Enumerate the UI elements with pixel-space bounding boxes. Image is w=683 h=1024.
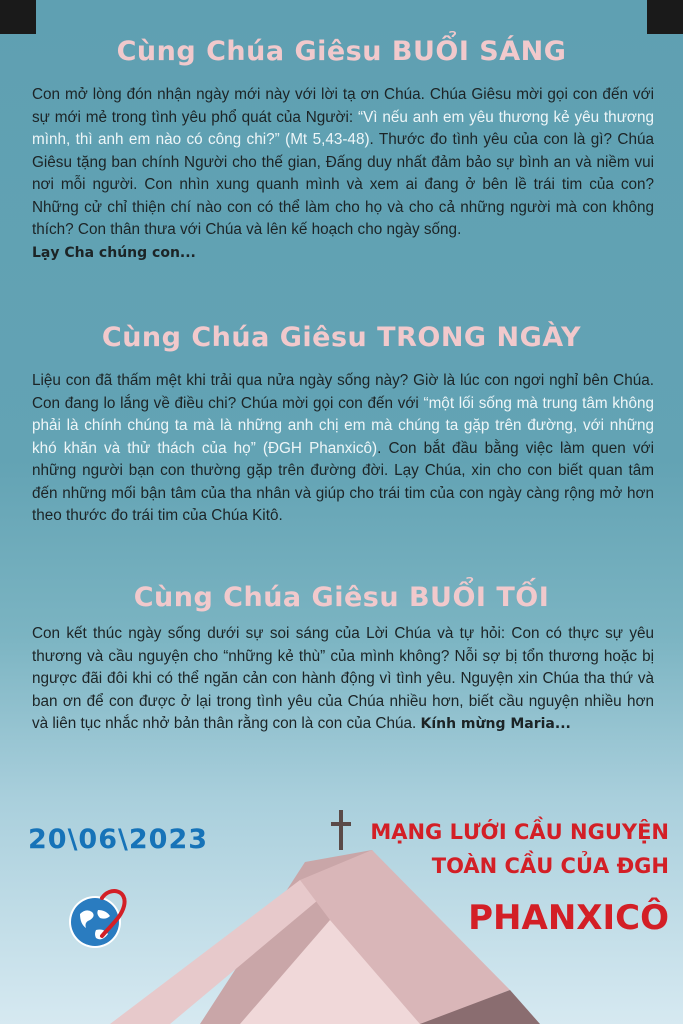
morning-quote: “Vì nếu anh em yêu thương kẻ yêu thương mình, thì anh em nào có công chi?” (Mt 5,43-48): [32, 108, 654, 148]
cross-vertical: [339, 810, 343, 850]
midday-text-2: . Con bắt đầu bằng việc làm quen với những người bạn con thường gặp trên đường đời. Lạy Chúa, xin cho con biết quan tâm đến những mối bận tâm của tha nhân và giúp cho trái tim của con ngày càng rộng mở hơn theo thước đo trái tim của Chúa Kitô.: [32, 439, 654, 524]
morning-heading: Cùng Chúa Giêsu BUỔI SÁNG: [116, 36, 567, 67]
corner-tab-right: [647, 0, 683, 34]
midday-quote: “một lối sống mà trung tâm không phải là chính chúng ta mà là những anh chị em mà chúng ta gặp trên đường, với những khó khăn và thử thách của họ” (ĐGH Phanxicô): [32, 394, 654, 457]
midday-paragraph: [32, 370, 654, 528]
network-title-line3: PHANXICÔ: [468, 898, 669, 938]
evening-text: Con kết thúc ngày sống dưới sự soi sáng của Lời Chúa và tự hỏi: Con có thực sự yêu thương và cầu nguyện cho “những kẻ thù” của mình không? Nỗi sợ bị tổn thương hoặc bị ngược đãi đôi khi có thể ngăn cản con hành động vì tình yêu. Nguyện xin Chúa tha thứ và ban ơn để con được ở lại trong tình yêu của Chúa nhiều hơn, biết cầu nguyện nhiều hơn và liên tục nhắc nhở bản thân rằng con là con của Chúa.: [32, 625, 654, 732]
morning-text-1: Con mở lòng đón nhận ngày mới này với lời tạ ơn Chúa. Chúa Giêsu mời gọi con đến với sự mới mẻ trong tình yêu phổ quát của Người:: [32, 86, 654, 126]
midday-heading: Cùng Chúa Giêsu TRONG NGÀY: [101, 322, 582, 353]
network-title-line1: MẠNG LƯỚI CẦU NGUYỆN: [370, 820, 669, 844]
morning-text-2: . Thước đo tình yêu của con là gì? Chúa Giêsu tặng ban chính Người cho thế gian, Đấng duy nhất đảm bảo sự bình an và niềm vui nơi mỗi người. Con nhìn xung quanh mình và xem ai đang ở bên lề trái tim của con? Những cử chỉ thiện chí nào con có thể làm cho họ và cho cả những người mà con không thích? Con thân thưa với Chúa và lên kế hoạch cho ngày sống.: [32, 131, 654, 238]
network-title-line2: TOÀN CẦU CỦA ĐGH: [431, 854, 669, 878]
evening-paragraph: [32, 623, 654, 736]
logo-globe: [71, 898, 119, 946]
morning-prayer: Lạy Cha chúng con...: [32, 244, 196, 261]
date-label: 20\06\2023: [28, 824, 209, 855]
globe-heart-logo-icon: [62, 884, 132, 954]
evening-heading: Cùng Chúa Giêsu BUỔI TỐI: [133, 582, 550, 613]
cross-horizontal: [331, 822, 351, 826]
evening-prayer: Kính mừng Maria...: [420, 716, 571, 732]
morning-paragraph: [32, 84, 654, 264]
corner-tab-left: [0, 0, 36, 34]
midday-text-1: Liệu con đã thấm mệt khi trải qua nửa ngày sống này? Giờ là lúc con ngơi nghỉ bên Chúa. Con đang lo lắng về điều chi? Chúa mời gọi con đến với: [32, 372, 654, 412]
